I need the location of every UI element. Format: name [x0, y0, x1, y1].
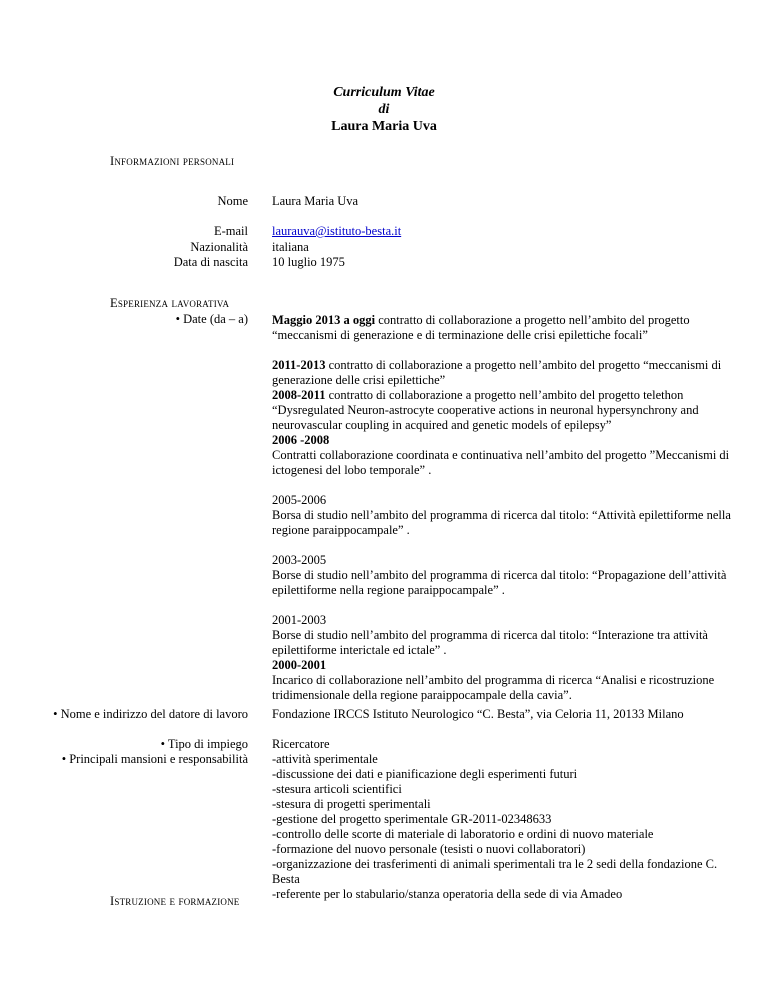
- type-value: Ricercatore: [272, 737, 330, 751]
- name-value: Laura Maria Uva: [272, 194, 359, 208]
- type-and-duties: [272, 737, 732, 902]
- nationality-value: italiana: [272, 240, 309, 254]
- duty-item: -discussione dei dati e pianificazione degli esperimenti futuri: [272, 767, 578, 781]
- employer-value: Fondazione IRCCS Istituto Neurologico “C. Besta”, via Celoria 11, 20133 Milano: [272, 707, 684, 721]
- work-entry: [272, 553, 732, 598]
- entry-period: 2000-2001: [272, 658, 327, 672]
- work-entry: [272, 388, 732, 433]
- title-line-2: di: [378, 102, 390, 117]
- duty-item: -gestione del progetto sperimentale GR-2011-02348633: [272, 812, 552, 826]
- section-heading-personal: Informazioni personali: [110, 154, 235, 168]
- entry-text: Borsa di studio nell’ambito del programma di ricerca dal titolo: “Attività epilettiforme nella regione paraippocampale” .: [272, 508, 731, 537]
- entry-period: 2001-2003: [272, 613, 327, 627]
- section-heading-work: Esperienza lavorativa: [110, 296, 230, 310]
- work-entries: [272, 313, 732, 703]
- nationality-label: Nazionalità: [190, 240, 248, 254]
- entry-text: Borse di studio nell’ambito del programma di ricerca dal titolo: “Propagazione dell’attività epilettiforme nella regione paraippocampale” .: [272, 568, 727, 597]
- birth-value: 10 luglio 1975: [272, 255, 345, 269]
- duty-item: -stesura di progetti sperimentali: [272, 797, 431, 811]
- duty-item: -attività sperimentale: [272, 752, 378, 766]
- entry-text: contratto di collaborazione a progetto nell’ambito del progetto telethon “Dysregulated Neuron-astrocyte cooperative actions in neuronal hypersynchrony and neurovascular coupling in acquired and genetic models of epilepsy”: [272, 388, 699, 432]
- entry-period: 2003-2005: [272, 553, 327, 567]
- work-entry: [272, 358, 732, 388]
- title-line-3: Laura Maria Uva: [331, 119, 437, 134]
- work-entry: [272, 433, 732, 478]
- duty-item: -stesura articoli scientifici: [272, 782, 402, 796]
- entry-text: Incarico di collaborazione nell’ambito del programma di ricerca “Analisi e ricostruzione tridimensionale della regione paraippocampale della cavia”.: [272, 673, 715, 702]
- duties-label: • Principali mansioni e responsabilità: [61, 752, 248, 766]
- entry-period: Maggio 2013 a oggi: [272, 313, 376, 327]
- email-link[interactable]: laurauva@istituto-besta.it: [272, 224, 402, 238]
- birth-label: Data di nascita: [173, 255, 248, 269]
- duty-item: -controllo delle scorte di materiale di laboratorio e ordini di nuovo materiale: [272, 827, 654, 841]
- type-label: • Tipo di impiego: [160, 737, 248, 751]
- entry-period: 2006 -2008: [272, 433, 330, 447]
- entry-period: 2008-2011: [272, 388, 326, 402]
- work-entry: [272, 658, 732, 703]
- duty-item: -formazione del nuovo personale (tesisti o nuovi collaboratori): [272, 842, 586, 856]
- email-value-wrap: [272, 224, 732, 239]
- employer-label: • Nome e indirizzo del datore di lavoro: [53, 707, 248, 721]
- entry-text: contratto di collaborazione a progetto nell’ambito del progetto “meccanismi di generazione e di terminazione delle crisi epilettiche focali”: [272, 313, 690, 342]
- document-title: [0, 84, 768, 135]
- title-line-1: Curriculum Vitae: [333, 85, 435, 100]
- entry-period: 2011-2013: [272, 358, 326, 372]
- work-entry: [272, 313, 732, 343]
- entry-text: Borse di studio nell’ambito del programma di ricerca dal titolo: “Interazione tra attività epilettiforme interictale ed ictale” .: [272, 628, 708, 657]
- email-label: E-mail: [213, 224, 248, 238]
- entry-period: 2005-2006: [272, 493, 327, 507]
- date-label: • Date (da – a): [175, 312, 248, 326]
- duty-item: -organizzazione dei trasferimenti di animali sperimentali tra le 2 sedi della fondazione C. Besta: [272, 857, 718, 886]
- section-heading-education: Istruzione e formazione: [110, 894, 240, 908]
- work-entry: [272, 613, 732, 658]
- entry-text: Contratti collaborazione coordinata e continuativa nell’ambito del progetto ”Meccanismi di ictogenesi del lobo temporale” .: [272, 448, 730, 477]
- duty-item: -referente per lo stabulario/stanza operatoria della sede di via Amadeo: [272, 887, 623, 901]
- entry-text: contratto di collaborazione a progetto nell’ambito del progetto “meccanismi di generazione delle crisi epilettiche”: [272, 358, 722, 387]
- work-entry: [272, 493, 732, 538]
- name-label: Nome: [217, 194, 248, 208]
